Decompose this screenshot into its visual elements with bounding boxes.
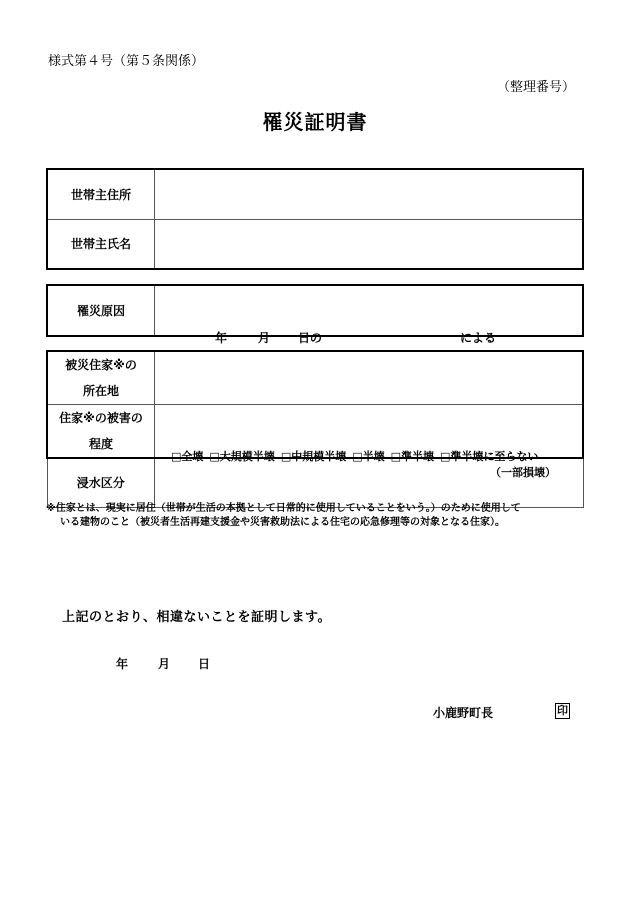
- damage-option-partial[interactable]: □準半壊に至らない: [440, 450, 539, 463]
- issue-day-label: 日: [198, 657, 211, 671]
- damage-option-semi-half[interactable]: □準半壊: [390, 450, 435, 463]
- footnote-line-2: いる建物のこと（被災者生活再建支援金や災害救助法による住宅の応急修理等の対象となる住家）。: [60, 517, 505, 528]
- cause-day-label: 日の: [298, 330, 323, 345]
- disaster-cause-table: [46, 284, 584, 345]
- issue-month-label: 月: [158, 657, 171, 671]
- reference-number: （整理番号）: [496, 80, 575, 95]
- householder-table: [46, 168, 584, 270]
- damage-option-total[interactable]: □全壊: [171, 450, 204, 463]
- damage-option-medium-half[interactable]: □中規模半壊: [280, 450, 347, 463]
- damage-option-half[interactable]: □半壊: [352, 450, 385, 463]
- seal-mark: 印: [557, 704, 568, 717]
- footnote: [46, 502, 591, 530]
- document-title: 罹災証明書: [262, 110, 368, 134]
- householder-address-field[interactable]: [155, 169, 584, 219]
- cause-due-to-label: による: [460, 330, 497, 345]
- householder-address-label: 世帯主住所: [47, 169, 155, 219]
- cause-year-label: 年: [215, 330, 228, 345]
- damage-table: [46, 350, 584, 508]
- damage-level-label: 住家※の被害の 程度: [47, 405, 155, 459]
- form-number: 様式第４号（第５条関係）: [48, 54, 205, 69]
- location-label: 被災住家※の 所在地: [47, 351, 155, 405]
- location-field[interactable]: [155, 351, 584, 405]
- disaster-cause-label: 罹災原因: [47, 285, 155, 336]
- damage-level-field[interactable]: [155, 405, 584, 479]
- issue-year-label: 年: [116, 657, 129, 671]
- cause-month-label: 月: [258, 330, 271, 345]
- flood-category-label: 浸水区分: [47, 458, 155, 507]
- damage-option-large-half[interactable]: □大規模半壊: [209, 450, 275, 463]
- issuer-name: 小鹿野町長: [433, 706, 494, 720]
- certification-statement: 上記のとおり、相違ないことを証明します。: [62, 610, 331, 625]
- householder-name-label: 世帯主氏名: [47, 219, 155, 269]
- footnote-line-1: ※住家とは、現実に居住（世帯が生活の本拠として日常的に使用していることをいう。）のために使用して: [46, 503, 521, 514]
- householder-name-field[interactable]: [155, 219, 584, 269]
- damage-option-partial-sub: （一部損壊）: [490, 466, 556, 479]
- disaster-cause-field[interactable]: [155, 285, 584, 345]
